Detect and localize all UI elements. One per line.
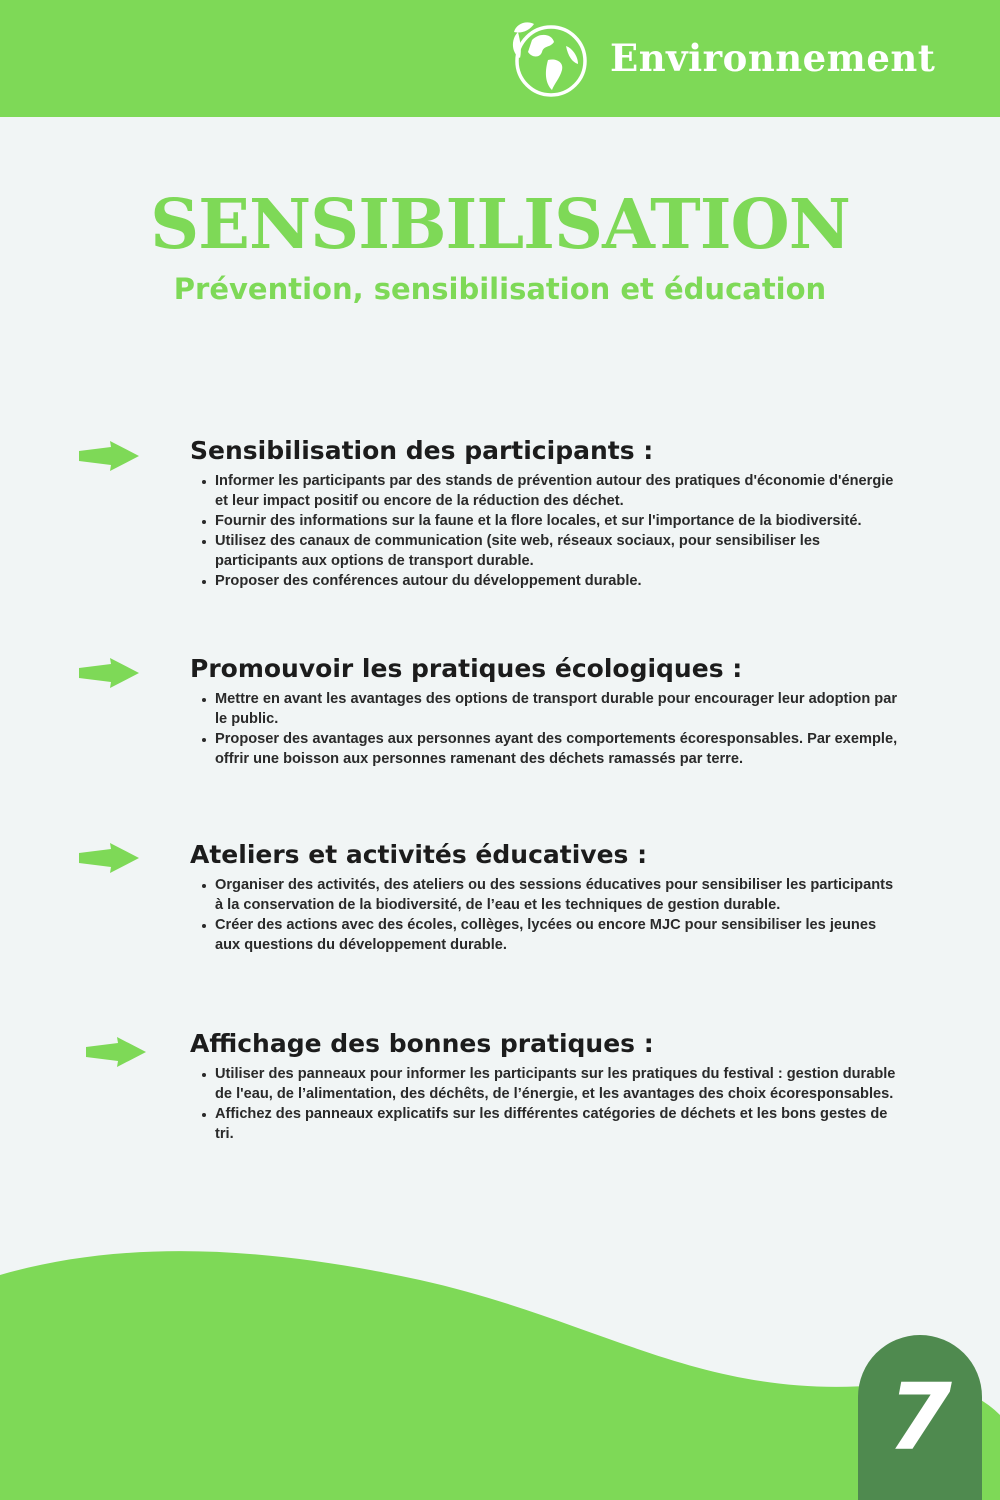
list-item: Utiliser des panneaux pour informer les participants sur les pratiques du festival : gestion durable de l'eau, de l’alimentation, des déchêts, de l’énergie, et les avantages des choix écoresponsables.: [215, 1064, 900, 1104]
page-title: SENSIBILISATION: [150, 185, 850, 265]
arrow-right-icon: [79, 441, 139, 471]
section-heading: Affichage des bonnes pratiques :: [190, 1029, 654, 1058]
arrow-right-icon: [79, 843, 139, 873]
list-item: Informer les participants par des stands de prévention autour des pratiques d'économie d'énergie et leur impact positif ou encore de la réduction des déchet.: [215, 471, 900, 511]
list-item: Créer des actions avec des écoles, collèges, lycées ou encore MJC pour sensibiliser les jeunes aux questions du développement durable.: [215, 915, 900, 955]
section-heading: Sensibilisation des participants :: [190, 436, 654, 465]
bullet-list: [190, 471, 900, 591]
list-item: Affichez des panneaux explicatifs sur les différentes catégories de déchets et les bons gestes de tri.: [215, 1104, 900, 1144]
arrow-right-icon: [79, 658, 139, 688]
globe-leaf-icon: [508, 18, 590, 100]
footer-wave: [0, 1240, 1000, 1500]
list-item: Organiser des activités, des ateliers ou des sessions éducatives pour sensibiliser les participants à la conservation de la biodiversité, de l’eau et les techniques de gestion durable.: [215, 875, 900, 915]
list-item: Fournir des informations sur la faune et la flore locales, et sur l'importance de la biodiversité.: [215, 511, 900, 531]
bullet-list: [190, 689, 900, 769]
list-item: Proposer des conférences autour du développement durable.: [215, 571, 900, 591]
section-heading: Promouvoir les pratiques écologiques :: [190, 654, 743, 683]
page-number: 7: [887, 1364, 952, 1471]
bullet-list: [190, 875, 900, 955]
bullet-list: [190, 1064, 900, 1144]
list-item: Utilisez des canaux de communication (site web, réseaux sociaux, pour sensibiliser les participants aux options de transport durable.: [215, 531, 900, 571]
header-banner: [0, 0, 1000, 117]
section-ateliers-activites: [190, 840, 900, 955]
page-subtitle: Prévention, sensibilisation et éducation: [173, 272, 827, 306]
section-affichage-bonnes-pratiques: [190, 1029, 900, 1144]
section-sensibilisation-participants: [190, 436, 900, 591]
section-pratiques-ecologiques: [190, 654, 900, 769]
list-item: Mettre en avant les avantages des options de transport durable pour encourager leur adoption par le public.: [215, 689, 900, 729]
section-heading: Ateliers et activités éducatives :: [190, 840, 648, 869]
arrow-right-icon: [86, 1037, 146, 1067]
header-title: Environnement: [610, 36, 936, 80]
list-item: Proposer des avantages aux personnes ayant des comportements écoresponsables. Par exemple, offrir une boisson aux personnes ramenant des déchets ramassés par terre.: [215, 729, 900, 769]
